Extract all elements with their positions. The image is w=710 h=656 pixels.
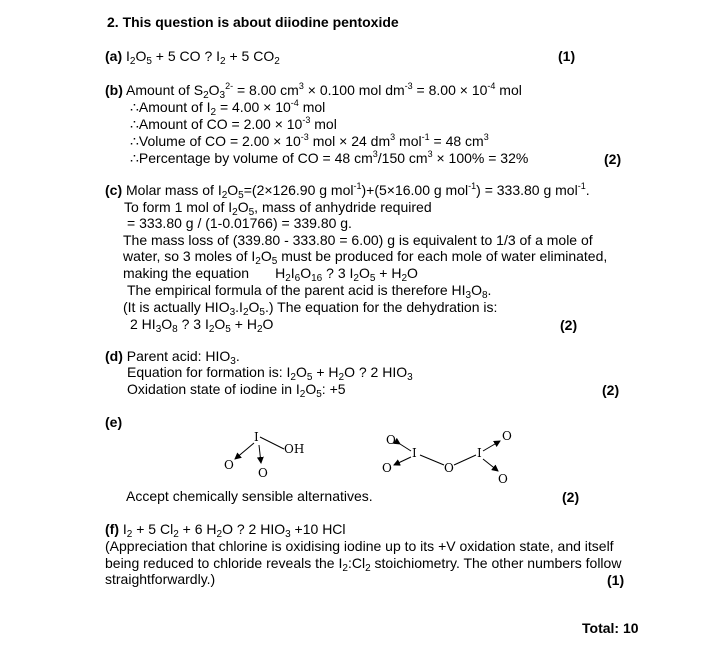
part-b-marks: (2) [604,151,622,167]
i2o5-dative-bond-3 [483,441,500,451]
part-c-line-5: water, so 3 moles of $I_2O_5$ must be produced for each mole of water eliminated, [123,248,608,267]
part-f-line-1: (f) $I_2 + 5$ $Cl_2 + 6$ $H_2O$ ? 2 $HIO_3 +10$ HCl [105,521,346,540]
hio3-i-oh-bond [260,437,284,449]
question-title: 2. This question is about diiodine pentoxide [107,14,399,30]
part-f-label: (f) [105,521,119,537]
i2o5-bridging-oxygen: O [444,461,454,475]
part-c-label: (c) [105,182,123,198]
part-d-line-2: Equation for formation is: $I_2O_5 + H_2O$ ? 2 $HIO_3$ [127,364,413,383]
part-e-label: (e) [105,414,123,430]
hio3-oxygen-atom-1: O [224,458,234,472]
total-marks: Total: 10 [582,620,639,636]
part-a-equation: $I_2O_5 + 5$ CO ? $I_2 + 5$ $CO_2$ [126,48,280,67]
hio3-dative-bond-1 [235,443,254,459]
part-b-line-4: ∴Volume of CO = $2.00 \times 10^{-3}$ mol × 24 $dm^3$ mol$^{-1}$ = 48 $cm^3$ [130,132,489,149]
part-a-marks: (1) [558,48,576,64]
i2o5-oxygen-bottom-right: O [498,472,508,486]
hio3-oxygen-atom-2: O [258,466,268,480]
part-b-line-2: ∴Amount of $I_2 = 4.00 \times 10^{-4}$ mol [130,98,326,118]
part-c-line-9: 2 $HI_3O_8$ ? 3 $I_2O_5 + H_2O$ [130,316,274,335]
part-f-line-2: (Appreciation that chlorine is oxidising iodine up to its +V oxidation state, and itself [105,538,614,554]
i2o5-bridge-bond-1 [420,455,444,465]
hio3-structure [224,430,304,480]
i2o5-bridge-bond-2 [454,455,476,465]
hio3-hydroxyl-group: OH [284,442,305,456]
i2o5-oxygen-top-left: O [386,433,396,447]
i2o5-iodine-left: I [412,446,417,460]
hio3-iodine-atom: I [254,430,259,444]
part-c-marks: (2) [560,317,578,333]
hio3-dative-bond-2 [259,445,261,463]
i2o5-oxygen-bottom-left: O [382,461,392,475]
part-b-line-1: (b) Amount of $S_2O_3^{2-} = 8.00$ $cm^3 \times 0.100$ mol $dm^{-3} = 8.00 \times 10^{-4}$ mol [105,81,522,101]
i2o5-dative-bond-2 [394,457,411,465]
structural-formulae [210,425,540,490]
part-d-label: (d) [105,348,123,364]
part-b-label: (b) [105,82,123,98]
part-f-line-3: being reduced to chloride reveals the $I_2:Cl_2$ stoichiometry. The other numbers follow [105,555,622,574]
part-d-marks: (2) [602,382,620,398]
part-b-line-3: ∴Amount of CO = $2.00 \times 10^{-3}$ mol [130,115,337,132]
part-f-marks: (1) [607,572,625,588]
part-c-line-3: = 333.80 g / (1-0.01766) = 339.80 g. [127,215,352,231]
part-d-line-1: (d) Parent acid: $HIO_3$. [105,348,240,367]
part-e-note: Accept chemically sensible alternatives. [126,488,373,504]
part-c-line-1: (c) Molar mass of $I_2O_5=(2\times 126.90$ g mol$^{-1}$)+(5×16.00 g mol$^{-1}$) = 333.80 g mol$^{-1}$. [105,181,590,201]
i2o5-iodine-right: I [477,446,482,460]
part-c-line-4: The mass loss of (339.80 - 333.80 = 6.00) g is equivalent to 1/3 of a mole of [123,232,593,248]
part-c-line-8: (It is actually $HIO_3.I_2O_5$.) The equation for the dehydration is: [123,299,498,318]
i2o5-structure [382,429,512,486]
i2o5-dative-bond-4 [483,459,498,471]
part-e-marks: (2) [562,489,580,505]
i2o5-dative-bond-1 [400,444,411,451]
part-f-line-4: straightforwardly.) [105,571,216,587]
part-a-label: (a) [105,48,123,64]
part-c-line-6: making the equation $H_2I_6O_{16}$ ? 3 $I_2O_5 + H_2O$ [123,265,418,284]
part-a-line [105,48,280,67]
part-c-line-2: To form 1 mol of $I_2O_5$, mass of anhydride required [124,199,432,218]
part-c-line-7: The empirical formula of the parent acid is therefore $HI_3O_8$. [127,282,492,301]
part-b-line-5: ∴Percentage by volume of CO = 48 $cm^3/150$ $cm^3 \times 100\% = 32\%$ [130,149,529,166]
part-d-line-3: Oxidation state of iodine in $I_2O_5$: +5 [127,381,346,400]
i2o5-oxygen-top-right: O [502,429,512,443]
